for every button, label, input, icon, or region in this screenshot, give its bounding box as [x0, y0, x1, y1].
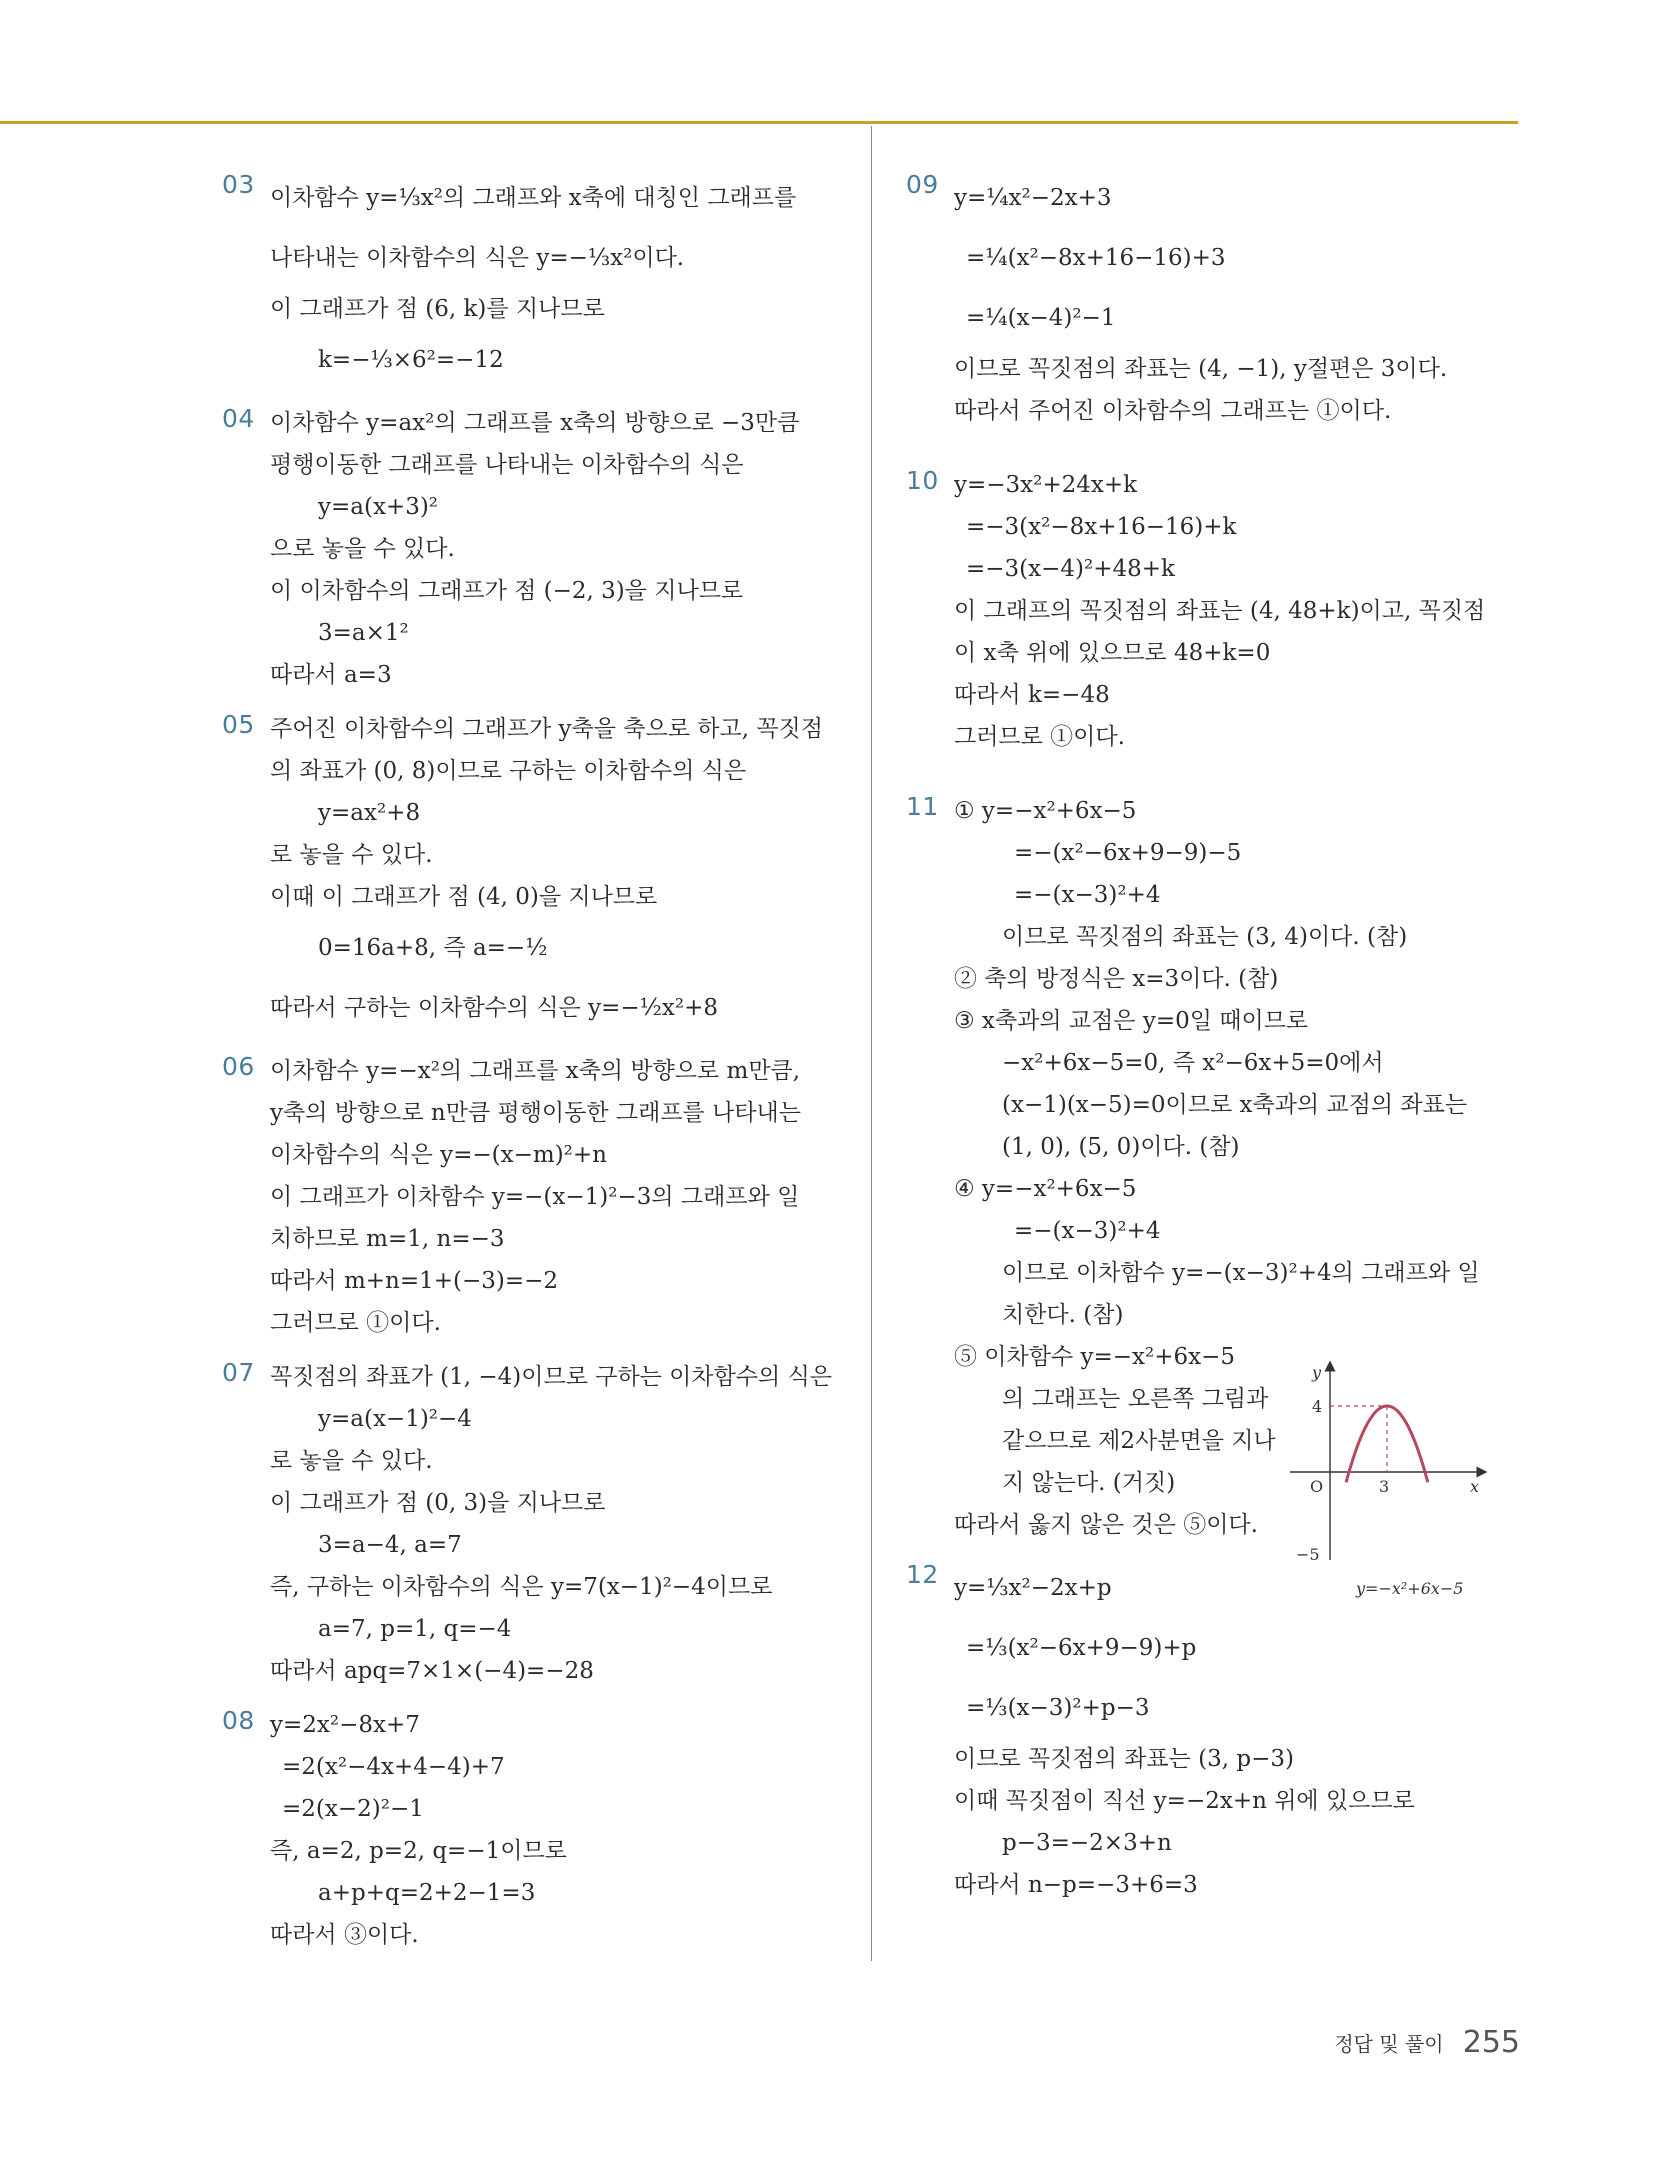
problem-12	[906, 1558, 1521, 1906]
problem-number: 07	[222, 1358, 255, 1387]
problem-03	[222, 168, 837, 390]
solution-line: 따라서 주어진 이차함수의 그래프는 ①이다.	[954, 398, 1392, 424]
solution-line: 이 x축 위에 있으므로 48+k=0	[954, 640, 1271, 666]
solution-line: y=ax²+8	[318, 800, 421, 826]
solution-line: 로 놓을 수 있다.	[270, 1448, 433, 1474]
x-axis-label: x	[1470, 1477, 1480, 1496]
problem-number: 06	[222, 1052, 255, 1081]
solution-line: k=−⅓×6²=−12	[318, 347, 504, 373]
solution-line: 이므로 이차함수 y=−(x−3)²+4의 그래프와 일	[1002, 1260, 1480, 1286]
solution-line: ② 축의 방정식은 x=3이다. (참)	[954, 966, 1279, 992]
problem-number: 09	[906, 170, 939, 199]
solution-line: =−(x−3)²+4	[1014, 882, 1161, 908]
problem-04	[222, 402, 837, 696]
curve-label: y=−x²+6x−5	[1356, 1579, 1464, 1598]
solution-line: y=−3x²+24x+k	[954, 472, 1138, 498]
solution-line: 이차함수 y=−x²의 그래프를 x축의 방향으로 m만큼,	[270, 1058, 801, 1084]
left-column	[222, 168, 837, 1968]
solution-line: 이므로 꼭짓점의 좌표는 (4, −1), y절편은 3이다.	[954, 356, 1448, 382]
solution-line: 이므로 꼭짓점의 좌표는 (3, p−3)	[954, 1746, 1294, 1772]
solution-line: 평행이동한 그래프를 나타내는 이차함수의 식은	[270, 452, 744, 478]
solution-line: a+p+q=2+2−1=3	[318, 1880, 536, 1906]
problem-number: 04	[222, 404, 255, 433]
column-divider	[871, 126, 872, 1961]
solution-line: 그러므로 ①이다.	[270, 1310, 441, 1336]
solution-line: 0=16a+8, 즉 a=−½	[318, 935, 548, 961]
solution-line: y=¼x²−2x+3	[954, 185, 1112, 211]
solution-line: y=a(x+3)²	[318, 494, 439, 520]
solution-line: −x²+6x−5=0, 즉 x²−6x+5=0에서	[1002, 1050, 1384, 1076]
solution-line: 로 놓을 수 있다.	[270, 842, 433, 868]
solution-line: y=a(x−1)²−4	[318, 1406, 472, 1432]
problem-05	[222, 708, 837, 1038]
problem-number: 10	[906, 466, 939, 495]
solution-line: 그러므로 ①이다.	[954, 724, 1125, 750]
solution-line: 따라서 n−p=−3+6=3	[954, 1872, 1198, 1898]
problem-number: 08	[222, 1706, 255, 1735]
solution-line: 따라서 옳지 않은 것은 ⑤이다.	[954, 1512, 1258, 1538]
parabola-graph	[1290, 1360, 1520, 1600]
solution-line: 꼭짓점의 좌표가 (1, −4)이므로 구하는 이차함수의 식은	[270, 1364, 833, 1390]
solution-line: a=7, p=1, q=−4	[318, 1616, 512, 1642]
solution-line: 3=a−4, a=7	[318, 1532, 462, 1558]
solution-line: 이차함수 y=ax²의 그래프를 x축의 방향으로 −3만큼	[270, 410, 800, 436]
tick-label-y-top: 4	[1312, 1397, 1323, 1416]
problem-06	[222, 1050, 837, 1344]
solution-line: 따라서 a=3	[270, 662, 392, 688]
solution-line: (1, 0), (5, 0)이다. (참)	[1002, 1134, 1240, 1160]
solution-line: 이때 이 그래프가 점 (4, 0)을 지나므로	[270, 884, 658, 910]
problem-09	[906, 168, 1521, 432]
solution-line: (x−1)(x−5)=0이므로 x축과의 교점의 좌표는	[1002, 1092, 1468, 1118]
solution-line: 지 않는다. (거짓)	[1002, 1470, 1176, 1496]
solution-line: 따라서 k=−48	[954, 682, 1110, 708]
solution-line: ③ x축과의 교점은 y=0일 때이므로	[954, 1008, 1309, 1034]
solution-line: ① y=−x²+6x−5	[954, 798, 1137, 824]
solution-line: 의 좌표가 (0, 8)이므로 구하는 이차함수의 식은	[270, 758, 747, 784]
solution-line: =−3(x²−8x+16−16)+k	[966, 514, 1237, 540]
solution-line: 따라서 구하는 이차함수의 식은 y=−½x²+8	[270, 995, 719, 1021]
solution-line: =−3(x−4)²+48+k	[966, 556, 1175, 582]
origin-label: O	[1310, 1477, 1324, 1496]
problem-08	[222, 1704, 837, 1956]
solution-line: 나타내는 이차함수의 식은 y=−⅓x²이다.	[270, 245, 685, 271]
solution-line: =−(x−3)²+4	[1014, 1218, 1161, 1244]
solution-line: 이 그래프가 점 (0, 3)을 지나므로	[270, 1490, 606, 1516]
tick-label-y-bottom: −5	[1296, 1545, 1320, 1564]
solution-line: =⅓(x²−6x+9−9)+p	[966, 1635, 1197, 1661]
problem-number: 11	[906, 792, 939, 821]
solution-line: 같으므로 제2사분면을 지나	[1002, 1428, 1276, 1454]
footer-label: 정답 및 풀이	[1334, 2032, 1444, 2056]
solution-line: =2(x²−4x+4−4)+7	[282, 1754, 505, 1780]
solution-line: y축의 방향으로 n만큼 평행이동한 그래프를 나타내는	[270, 1100, 801, 1126]
page-number: 255	[1462, 2025, 1520, 2060]
solution-line: 의 그래프는 오른쪽 그림과	[1002, 1386, 1269, 1412]
solution-line: =¼(x−4)²−1	[966, 305, 1116, 331]
solution-line: =2(x−2)²−1	[282, 1796, 424, 1822]
solution-line: 이 그래프가 점 (6, k)를 지나므로	[270, 296, 605, 322]
solution-line: p−3=−2×3+n	[1002, 1830, 1172, 1856]
solution-line: 따라서 m+n=1+(−3)=−2	[270, 1268, 559, 1294]
y-axis-label: y	[1312, 1363, 1322, 1382]
solution-line: 3=a×1²	[318, 620, 409, 646]
solution-line: =−(x²−6x+9−9)−5	[1014, 840, 1242, 866]
solution-line: 이 이차함수의 그래프가 점 (−2, 3)을 지나므로	[270, 578, 744, 604]
solution-line: ④ y=−x²+6x−5	[954, 1176, 1137, 1202]
solution-line: 으로 놓을 수 있다.	[270, 536, 455, 562]
solution-line: 이므로 꼭짓점의 좌표는 (3, 4)이다. (참)	[1002, 924, 1408, 950]
solution-line: 즉, a=2, p=2, q=−1이므로	[270, 1838, 567, 1864]
solution-line: =¼(x²−8x+16−16)+3	[966, 245, 1226, 271]
top-rule	[0, 121, 1518, 124]
problem-number: 03	[222, 170, 255, 199]
solution-line: y=⅓x²−2x+p	[954, 1575, 1112, 1601]
problem-number: 05	[222, 710, 255, 739]
page-footer	[1334, 2025, 1520, 2060]
solution-line: 따라서 ③이다.	[270, 1922, 419, 1948]
problem-07	[222, 1356, 837, 1692]
solution-line: 치한다. (참)	[1002, 1302, 1124, 1328]
solution-line: y=2x²−8x+7	[270, 1712, 420, 1738]
solution-line: ⑤ 이차함수 y=−x²+6x−5	[954, 1344, 1236, 1370]
solution-line: 주어진 이차함수의 그래프가 y축을 축으로 하고, 꼭짓점	[270, 716, 823, 742]
right-column	[906, 168, 1521, 1918]
solution-line: 치하므로 m=1, n=−3	[270, 1226, 505, 1252]
solution-line: 따라서 apq=7×1×(−4)=−28	[270, 1658, 594, 1684]
solution-line: 이때 꼭짓점이 직선 y=−2x+n 위에 있으므로	[954, 1788, 1415, 1814]
solution-line: =⅓(x−3)²+p−3	[966, 1695, 1150, 1721]
solution-line: 이 그래프가 이차함수 y=−(x−1)²−3의 그래프와 일	[270, 1184, 800, 1210]
solution-line: 이 그래프의 꼭짓점의 좌표는 (4, 48+k)이고, 꼭짓점	[954, 598, 1486, 624]
solution-line: 즉, 구하는 이차함수의 식은 y=7(x−1)²−4이므로	[270, 1574, 773, 1600]
problem-10	[906, 464, 1521, 758]
solution-line: 이차함수 y=⅓x²의 그래프와 x축에 대칭인 그래프를	[270, 185, 797, 211]
problem-number: 12	[906, 1560, 939, 1589]
tick-label-x: 3	[1379, 1477, 1390, 1496]
solution-line: 이차함수의 식은 y=−(x−m)²+n	[270, 1142, 607, 1168]
